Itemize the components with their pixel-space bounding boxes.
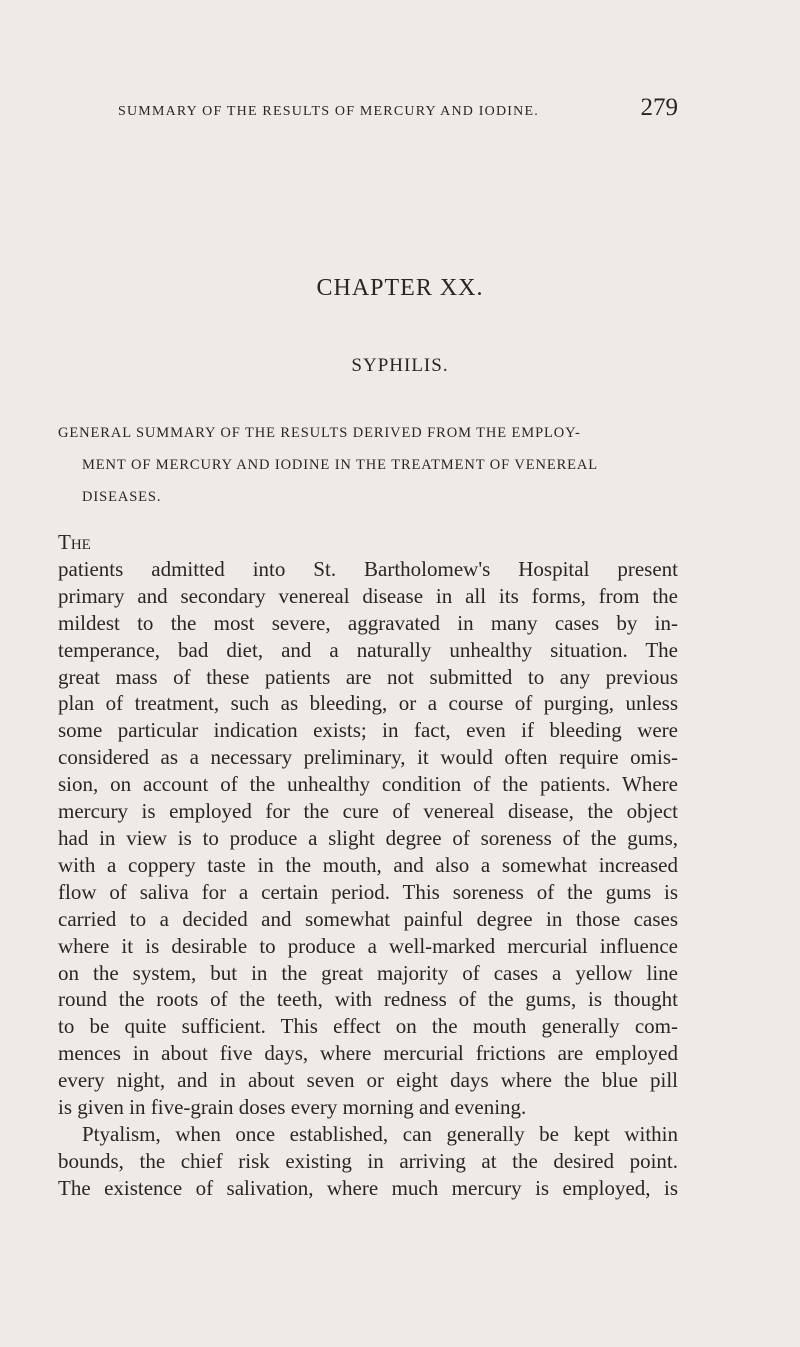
text-line: primary and secondary venereal disease in all its forms, from the bbox=[58, 583, 678, 608]
text-line: where it is desirable to produce a well-marked mercurial influence bbox=[58, 933, 678, 958]
text-line: with a coppery taste in the mouth, and also a somewhat increased bbox=[58, 852, 678, 877]
text-line: carried to a decided and somewhat painful degree in those cases bbox=[58, 906, 678, 931]
text-line: sion, on account of the unhealthy condition of the patients. Where bbox=[58, 772, 678, 797]
text-line: mences in about five days, where mercurial frictions are employed bbox=[58, 1041, 678, 1066]
first-word: The bbox=[58, 530, 91, 554]
text-line: every night, and in about seven or eight days where the blue pill bbox=[58, 1068, 678, 1093]
text-line: mercury is employed for the cure of venereal disease, the object bbox=[58, 799, 678, 824]
section-heading-line: MENT OF MERCURY AND IODINE IN THE TREATMENT OF VENEREAL bbox=[82, 457, 599, 473]
text-line-last: is given in five-grain doses every morning and evening. bbox=[58, 1095, 527, 1120]
text-line: Ptyalism, when once established, can generally be kept within bbox=[82, 1121, 678, 1146]
running-head bbox=[118, 94, 678, 122]
text-line: great mass of these patients are not submitted to any previous bbox=[58, 664, 678, 689]
text-line: The existence of salivation, where much mercury is employed, is bbox=[58, 1175, 678, 1200]
body-text bbox=[58, 529, 678, 1202]
text-line: patients admitted into St. Bartholomew's Hospital present bbox=[58, 556, 678, 581]
text-line: to be quite sufficient. This effect on the mouth generally com- bbox=[58, 1014, 678, 1039]
text-line: bounds, the chief risk existing in arriving at the desired point. bbox=[58, 1148, 678, 1173]
text-line: had in view is to produce a slight degree of soreness of the gums, bbox=[58, 825, 678, 850]
paragraph-first-line bbox=[58, 529, 678, 583]
text-line: flow of saliva for a certain period. This soreness of the gums is bbox=[58, 879, 678, 904]
section-heading-line: GENERAL SUMMARY OF THE RESULTS DERIVED FROM THE EMPLOY- bbox=[58, 425, 581, 441]
running-title: SUMMARY OF THE RESULTS OF MERCURY AND IODINE. bbox=[118, 104, 539, 119]
text-line: considered as a necessary preliminary, it would often require omis- bbox=[58, 745, 678, 770]
text-line: plan of treatment, such as bleeding, or a course of purging, unless bbox=[58, 691, 678, 716]
page-number: 279 bbox=[640, 94, 678, 121]
chapter-title: CHAPTER XX. bbox=[316, 275, 484, 301]
chapter-subject: SYPHILIS. bbox=[351, 355, 449, 376]
text-line: some particular indication exists; in fact, even if bleeding were bbox=[58, 718, 678, 743]
section-heading bbox=[58, 417, 698, 513]
text-line: temperance, bad diet, and a naturally unhealthy situation. The bbox=[58, 637, 678, 662]
text-line: round the roots of the teeth, with redness of the gums, is thought bbox=[58, 987, 678, 1012]
section-heading-line: DISEASES. bbox=[82, 489, 162, 505]
text-line: mildest to the most severe, aggravated in many cases by in- bbox=[58, 610, 678, 635]
text-line: on the system, but in the great majority of cases a yellow line bbox=[58, 960, 678, 985]
